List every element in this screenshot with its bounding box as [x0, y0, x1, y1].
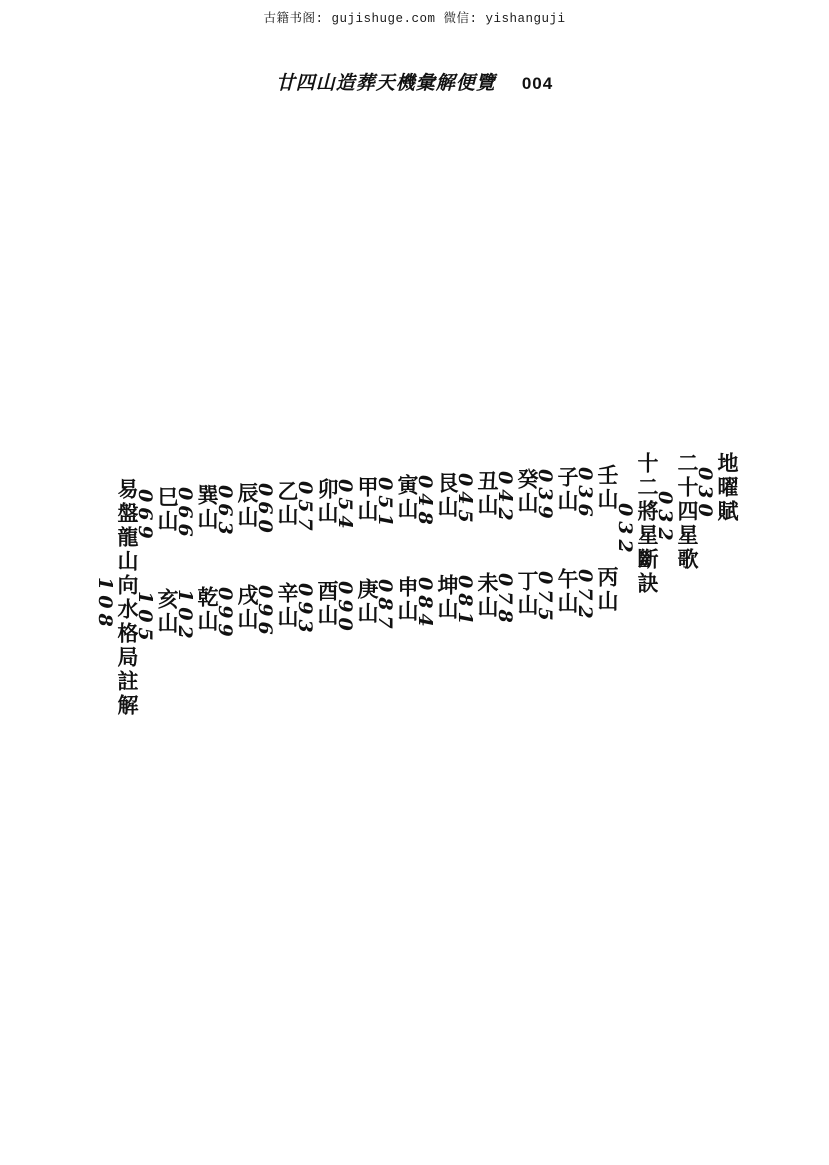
toc-entry-page: 066	[173, 487, 196, 542]
toc-entry-page: 032	[613, 503, 636, 558]
toc-entry-page: 090	[333, 580, 356, 636]
toc-entry-label: 丁山	[515, 569, 541, 618]
toc-entry-page: 036	[573, 467, 596, 522]
toc-entry-page: 105	[133, 590, 156, 646]
toc-entry[interactable]	[533, 456, 581, 524]
toc-entry[interactable]	[173, 474, 221, 542]
toc-column	[333, 466, 381, 636]
toc-entry-label: 辰山	[235, 481, 261, 530]
toc-entry[interactable]	[653, 452, 701, 572]
toc-entry-page: 039	[533, 469, 556, 524]
toc-entry[interactable]	[453, 460, 501, 528]
toc-column	[533, 456, 581, 626]
toc-entry-label: 易盤龍山向水格局註解	[115, 478, 141, 718]
toc-entry-label: 未山	[475, 571, 501, 620]
toc-entry-page: 093	[293, 582, 316, 638]
toc-entry-label: 子山	[555, 465, 581, 514]
toc-entry[interactable]	[493, 560, 541, 628]
toc-entry[interactable]	[373, 464, 421, 532]
toc-entry[interactable]	[493, 458, 541, 526]
toc-column	[653, 452, 701, 572]
toc-entry-page: 069	[133, 489, 156, 544]
toc-entry-page: 078	[493, 572, 516, 628]
toc-entry-page: 087	[373, 578, 396, 634]
toc-entry-label: 巽山	[195, 483, 221, 532]
toc-entry[interactable]	[573, 556, 621, 624]
toc-entry[interactable]	[173, 576, 221, 644]
toc-entry-label: 寅山	[395, 473, 421, 522]
toc-entry-label: 二十四星歌	[675, 452, 701, 572]
toc-entry-page: 057	[293, 481, 316, 536]
toc-entry[interactable]	[413, 462, 461, 530]
toc-column	[413, 462, 461, 632]
toc-column	[373, 464, 421, 634]
toc-entry-label: 申山	[395, 575, 421, 624]
toc-entry-page: 072	[573, 568, 596, 624]
toc-entry[interactable]	[213, 574, 261, 642]
toc-entry[interactable]	[133, 578, 181, 646]
toc-entry-page: 030	[693, 467, 716, 522]
toc-entry-page: 045	[453, 473, 476, 528]
toc-entry[interactable]	[293, 570, 341, 638]
toc-column	[93, 478, 141, 718]
toc-entry-page: 032	[653, 491, 676, 546]
toc-entry-page: 084	[413, 576, 436, 632]
toc-entry-label: 辛山	[275, 581, 301, 630]
toc-entry-label: 丑山	[475, 469, 501, 518]
toc-column	[613, 452, 661, 596]
toc-entry-page: 096	[253, 584, 276, 640]
toc-entry[interactable]	[333, 568, 381, 636]
toc-entry-label: 癸山	[515, 467, 541, 516]
toc-entry[interactable]	[693, 452, 741, 524]
toc-entry-label: 酉山	[315, 579, 341, 628]
toc-entry-page: 081	[453, 574, 476, 630]
toc-entry-label: 庚山	[355, 577, 381, 626]
toc-entry-page: 102	[173, 588, 196, 644]
toc-entry[interactable]	[333, 466, 381, 534]
toc-entry-page: 054	[333, 479, 356, 534]
toc-column	[253, 470, 301, 640]
toc-entry-label: 丙山	[595, 565, 621, 614]
toc-entry[interactable]	[613, 452, 661, 596]
toc-entry-page: 048	[413, 475, 436, 530]
toc-entry[interactable]	[253, 470, 301, 538]
toc-entry-label: 地曜賦	[715, 452, 741, 524]
toc-entry[interactable]	[573, 454, 621, 522]
toc-entry[interactable]	[453, 562, 501, 630]
toc-entry-page: 060	[253, 483, 276, 538]
toc-entry-page: 099	[213, 586, 236, 642]
toc-column	[693, 452, 741, 524]
toc-entry[interactable]	[293, 468, 341, 536]
toc-entry[interactable]	[213, 472, 261, 540]
toc-entry-page: 063	[213, 485, 236, 540]
toc-entry-label: 甲山	[355, 475, 381, 524]
toc-entry-page: 108	[93, 577, 116, 632]
toc-entry-label: 午山	[555, 567, 581, 616]
page-title: 廿四山造葬天機彙解便覽	[275, 72, 496, 94]
toc-entry[interactable]	[93, 478, 141, 718]
toc-entry[interactable]	[413, 564, 461, 632]
toc-column	[133, 476, 181, 646]
toc-column	[453, 460, 501, 630]
toc-entry-label: 卯山	[315, 477, 341, 526]
page-number: 004	[521, 74, 554, 93]
toc-entry[interactable]	[373, 566, 421, 634]
toc-entry[interactable]	[253, 572, 301, 640]
toc-entry[interactable]	[533, 558, 581, 626]
toc-entry[interactable]	[133, 476, 181, 544]
page-header	[0, 68, 829, 95]
toc-entry-label: 坤山	[435, 573, 461, 622]
toc-entry-page: 042	[493, 471, 516, 526]
toc-entry-label: 十二將星斷訣	[635, 452, 661, 596]
toc-entry-page: 075	[533, 570, 556, 626]
toc-entry-page: 051	[373, 477, 396, 532]
toc-entry-label: 亥山	[155, 587, 181, 636]
toc-column	[573, 454, 621, 624]
toc-entry-label: 乙山	[275, 479, 301, 528]
toc-column	[213, 472, 261, 642]
toc-column	[293, 468, 341, 638]
toc-column	[493, 458, 541, 628]
toc-entry-label: 戌山	[235, 583, 261, 632]
table-of-contents	[93, 452, 741, 852]
toc-entry-label: 壬山	[595, 463, 621, 512]
toc-column	[173, 474, 221, 644]
toc-entry-label: 乾山	[195, 585, 221, 634]
toc-entry-label: 巳山	[155, 485, 181, 534]
site-watermark: 古籍书阁: gujishuge.com 微信: yishanguji	[263, 12, 566, 26]
toc-entry-label: 艮山	[435, 471, 461, 520]
